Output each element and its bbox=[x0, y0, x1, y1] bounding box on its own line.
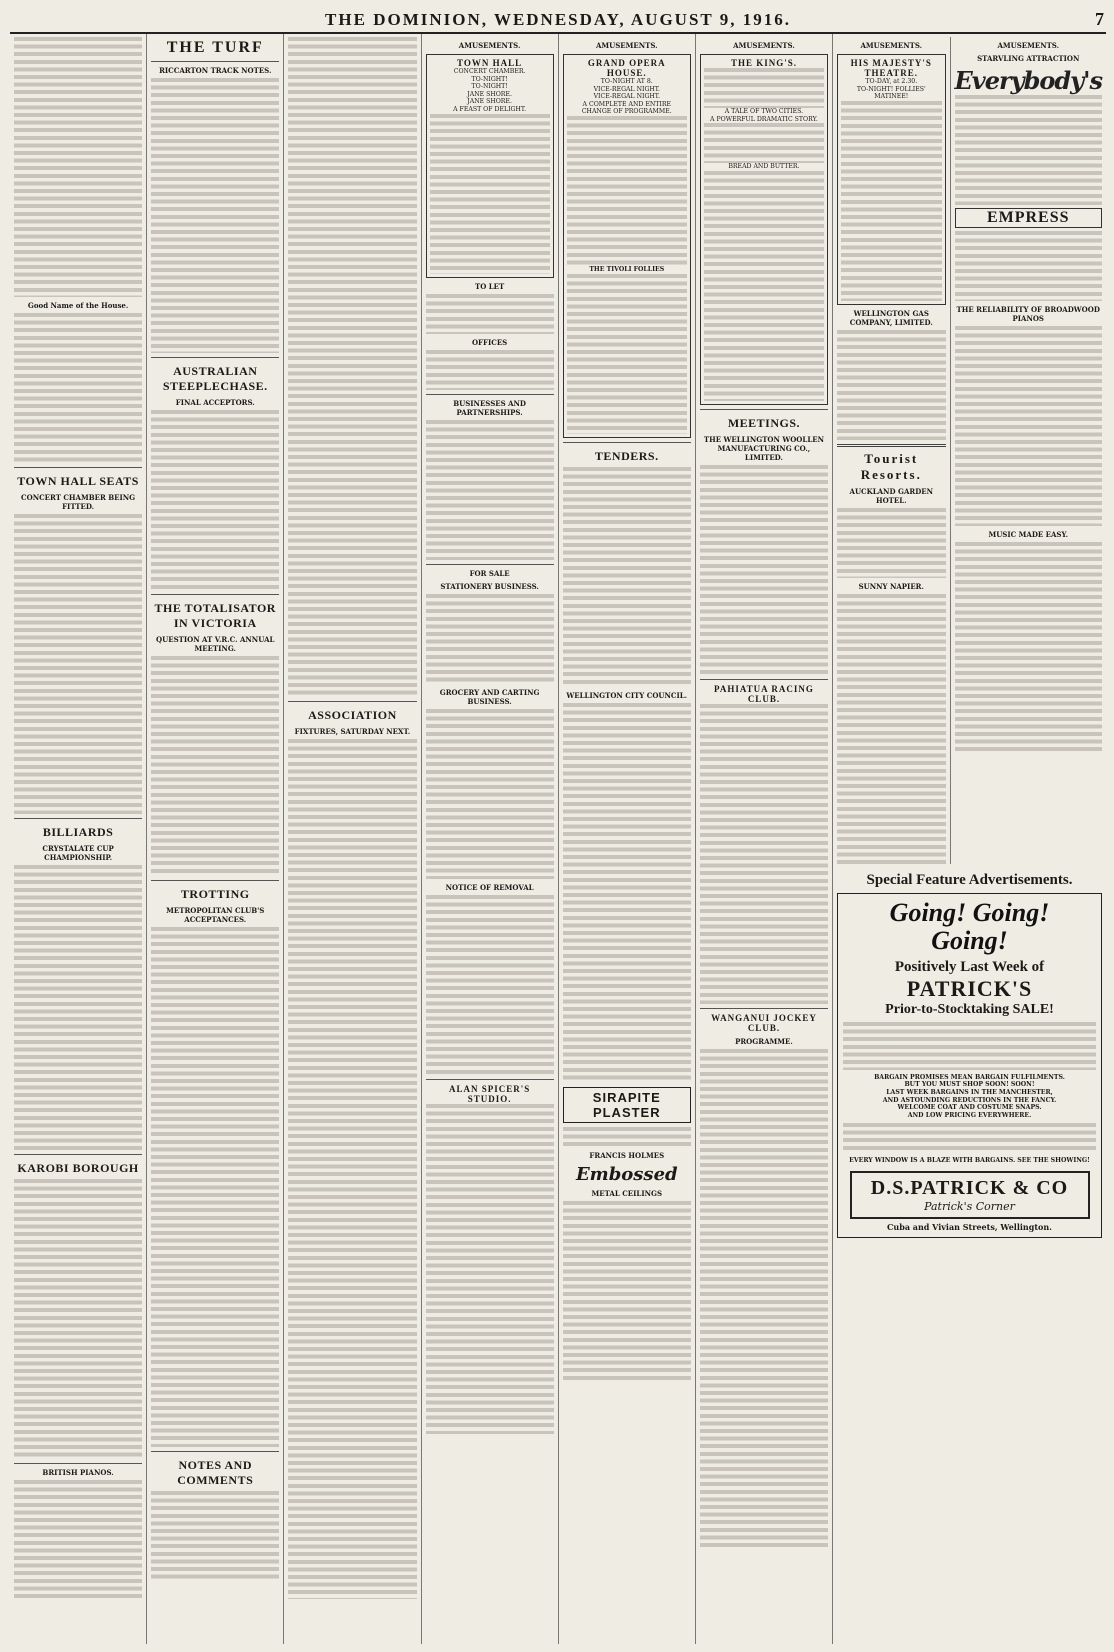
section-heading: THE TOTALISATOR IN VICTORIA bbox=[154, 601, 276, 630]
article-body bbox=[14, 865, 142, 1150]
section-heading: THE TURF bbox=[166, 39, 264, 56]
patricks-sale-ad bbox=[837, 893, 1102, 1238]
section-heading: TROTTING bbox=[180, 887, 250, 901]
section-heading: BILLIARDS bbox=[42, 825, 114, 839]
subheading: CRYSTALATE CUP CHAMPIONSHIP. bbox=[42, 844, 114, 862]
article-body bbox=[288, 739, 416, 1599]
section-heading: AUSTRALIAN STEEPLECHASE. bbox=[162, 364, 268, 393]
classified-heading: STARVLING ATTRACTION bbox=[977, 54, 1080, 63]
column-3 bbox=[284, 34, 421, 1644]
his-majestys-ad bbox=[837, 54, 945, 305]
bargain-line: BUT YOU MUST SHOP SOON! SOON! bbox=[904, 1081, 1035, 1089]
classified-heading: SUNNY NAPIER. bbox=[858, 581, 924, 591]
classified-heading: WELLINGTON CITY COUNCIL. bbox=[566, 690, 688, 700]
article-body bbox=[14, 37, 142, 297]
classified-heading: NOTICE OF REMOVAL bbox=[445, 882, 534, 892]
section-label: AMUSEMENTS. bbox=[595, 41, 658, 50]
classified-heading: AUCKLAND GARDEN HOTEL. bbox=[849, 486, 933, 505]
everybodys-logo: Everybody's bbox=[954, 66, 1102, 95]
classified-heading: THE RELIABILITY OF BROADWOOD PIANOS bbox=[956, 305, 1100, 323]
embossed-ad: Embossed bbox=[575, 1163, 678, 1185]
section-label: AMUSEMENTS. bbox=[997, 41, 1060, 50]
ad-title: WANGANUI JOCKEY CLUB. bbox=[711, 1012, 817, 1033]
publication-title: THE DOMINION, WEDNESDAY, AUGUST 9, 1916. bbox=[325, 10, 791, 29]
bargain-line: WELCOME COAT AND COSTUME SNAPS. bbox=[897, 1104, 1042, 1112]
bargain-line: LAST WEEK BARGAINS IN THE MANCHESTER, bbox=[886, 1088, 1053, 1096]
divider bbox=[288, 701, 416, 702]
column-4 bbox=[422, 34, 559, 1644]
divider bbox=[14, 467, 142, 468]
section-heading: MEETINGS. bbox=[727, 415, 801, 430]
bargain-line: BARGAIN PROMISES MEAN BARGAIN FULFILMENTS. bbox=[874, 1073, 1065, 1081]
town-hall-ad bbox=[426, 54, 554, 278]
opera-house-ad bbox=[563, 54, 691, 438]
page-number: 7 bbox=[1095, 9, 1104, 29]
subheading: QUESTION AT V.R.C. ANNUAL MEETING. bbox=[156, 635, 275, 653]
every-window-line: EVERY WINDOW IS A BLAZE WITH BARGAINS. SEE THE SHOWING! bbox=[849, 1157, 1090, 1165]
ad-line: TO-NIGHT! FOLLIES' MATINEE! bbox=[856, 85, 926, 101]
classified-heading: FOR SALE bbox=[469, 568, 510, 578]
section-label: AMUSEMENTS. bbox=[860, 41, 923, 50]
section-heading: ASSOCIATION bbox=[308, 708, 397, 722]
ad-line: METAL CEILINGS bbox=[591, 1188, 663, 1198]
ad-title: PAHIATUA RACING CLUB. bbox=[713, 683, 814, 704]
divider bbox=[151, 61, 279, 62]
going-headline: Going! Going! bbox=[889, 897, 1050, 927]
ad-line: VICE-REGAL NIGHT. bbox=[593, 85, 660, 93]
ad-line: BREAD AND BUTTER. bbox=[728, 163, 800, 171]
article-body bbox=[14, 313, 142, 463]
article-body bbox=[14, 514, 142, 814]
ad-line: JANE SHORE. bbox=[467, 98, 512, 106]
classified-heading: TO LET bbox=[474, 281, 505, 291]
ad-title: GRAND OPERA HOUSE. bbox=[587, 58, 666, 78]
logo-name: D.S.PATRICK & CO bbox=[870, 1176, 1069, 1199]
ad-line: TO-DAY, at 2.30. bbox=[865, 78, 918, 85]
subheading: FIXTURES, SATURDAY NEXT. bbox=[294, 727, 411, 736]
column-7-8 bbox=[833, 34, 1106, 1644]
divider bbox=[14, 818, 142, 819]
column-7 bbox=[837, 37, 950, 864]
section-heading: TENDERS. bbox=[594, 448, 659, 463]
classified-heading: OFFICES bbox=[471, 337, 508, 347]
ad-line: FRANCIS HOLMES bbox=[589, 1150, 665, 1160]
subheading: FINAL ACCEPTORS. bbox=[175, 398, 255, 407]
article-body bbox=[151, 927, 279, 1447]
ad-line: TO-NIGHT! bbox=[471, 83, 508, 91]
patrick-logo bbox=[850, 1171, 1090, 1219]
column-6 bbox=[696, 34, 833, 1644]
ad-line: THE TIVOLI FOLLIES bbox=[589, 265, 665, 273]
divider bbox=[151, 357, 279, 358]
column-1 bbox=[10, 34, 147, 1644]
kings-theatre-ad bbox=[700, 54, 828, 405]
sirapite-ad: SIRAPITE PLASTER bbox=[563, 1087, 691, 1123]
patricks-name: PATRICK'S bbox=[906, 975, 1033, 1001]
subheading: CONCERT CHAMBER BEING FITTED. bbox=[21, 493, 136, 511]
classified-heading: PROGRAMME. bbox=[735, 1036, 793, 1046]
article-body bbox=[288, 37, 416, 697]
divider bbox=[151, 1451, 279, 1452]
notice-body bbox=[14, 1480, 142, 1600]
section-heading: TOWN HALL SEATS bbox=[17, 474, 139, 488]
article-body bbox=[151, 410, 279, 590]
article-body bbox=[151, 656, 279, 876]
column-8 bbox=[955, 37, 1102, 864]
last-week-line: Positively Last Week of bbox=[894, 958, 1045, 975]
empress-logo: EMPRESS bbox=[955, 208, 1102, 228]
classified-heading: GROCERY AND CARTING BUSINESS. bbox=[439, 687, 540, 706]
divider bbox=[14, 1154, 142, 1155]
ad-title: TOWN HALL bbox=[457, 58, 523, 68]
ad-line: A COMPLETE AND ENTIRE bbox=[582, 100, 671, 108]
masthead bbox=[10, 4, 1106, 34]
article-body bbox=[14, 1179, 142, 1459]
store-address: Cuba and Vivian Streets, Wellington. bbox=[887, 1221, 1052, 1232]
classified-heading: THE WELLINGTON WOOLLEN MANUFACTURING CO., LIMITED. bbox=[703, 434, 824, 462]
bargain-line: AND ASTOUNDING REDUCTIONS IN THE FANCY. bbox=[882, 1096, 1057, 1104]
ad-line: A POWERFUL DRAMATIC STORY. bbox=[710, 115, 818, 123]
ad-line: TO-NIGHT! bbox=[471, 75, 508, 83]
section-heading: NOTES AND COMMENTS bbox=[177, 1458, 254, 1487]
logo-sub: Patrick's Corner bbox=[924, 1199, 1015, 1213]
ad-title: ALAN SPICER'S STUDIO. bbox=[448, 1083, 531, 1104]
article-body bbox=[151, 78, 279, 353]
ad-title: HIS MAJESTY'S THEATRE. bbox=[850, 58, 932, 78]
classified-heading: WELLINGTON GAS COMPANY, LIMITED. bbox=[849, 308, 933, 327]
classified-heading: MUSIC MADE EASY. bbox=[988, 530, 1069, 539]
subheading: Good Name of the House. bbox=[27, 301, 129, 310]
column-5 bbox=[559, 34, 696, 1644]
ad-line: JANE SHORE. bbox=[467, 90, 512, 98]
notice-title: BRITISH PIANOS. bbox=[42, 1468, 114, 1477]
ad-line: VICE-REGAL NIGHT. bbox=[593, 93, 660, 101]
section-label: AMUSEMENTS. bbox=[458, 41, 521, 50]
subheading: METROPOLITAN CLUB'S ACCEPTANCES. bbox=[166, 906, 265, 924]
column-2 bbox=[147, 34, 284, 1644]
divider bbox=[151, 594, 279, 595]
divider bbox=[14, 1463, 142, 1464]
feature-title: Special Feature Advertisements. bbox=[866, 871, 1073, 888]
subheading: RICCARTON TRACK NOTES. bbox=[159, 66, 272, 75]
going-headline-2: Going! bbox=[931, 925, 1008, 955]
sale-title: Prior-to-Stocktaking SALE! bbox=[885, 1001, 1054, 1017]
ad-title: THE KING'S. bbox=[730, 58, 797, 68]
ad-line: A TALE OF TWO CITIES. bbox=[724, 108, 804, 115]
section-heading: Tourist Resorts. bbox=[860, 450, 922, 482]
article-body bbox=[151, 1491, 279, 1581]
classified-heading: STATIONERY BUSINESS. bbox=[440, 581, 539, 591]
ad-line: TO-NIGHT AT 8. bbox=[600, 78, 653, 85]
columns bbox=[10, 34, 1106, 1644]
ad-line: CONCERT CHAMBER. bbox=[453, 68, 526, 75]
section-heading: KAROBI BOROUGH bbox=[17, 1161, 139, 1175]
ad-line: CHANGE OF PROGRAMME. bbox=[581, 108, 672, 116]
section-label: AMUSEMENTS. bbox=[733, 41, 795, 50]
ad-line: A FEAST OF DELIGHT. bbox=[453, 105, 527, 113]
divider bbox=[151, 880, 279, 881]
classified-heading: BUSINESSES AND PARTNERSHIPS. bbox=[453, 398, 526, 417]
bargain-line: AND LOW PRICING EVERYWHERE. bbox=[907, 1111, 1032, 1119]
